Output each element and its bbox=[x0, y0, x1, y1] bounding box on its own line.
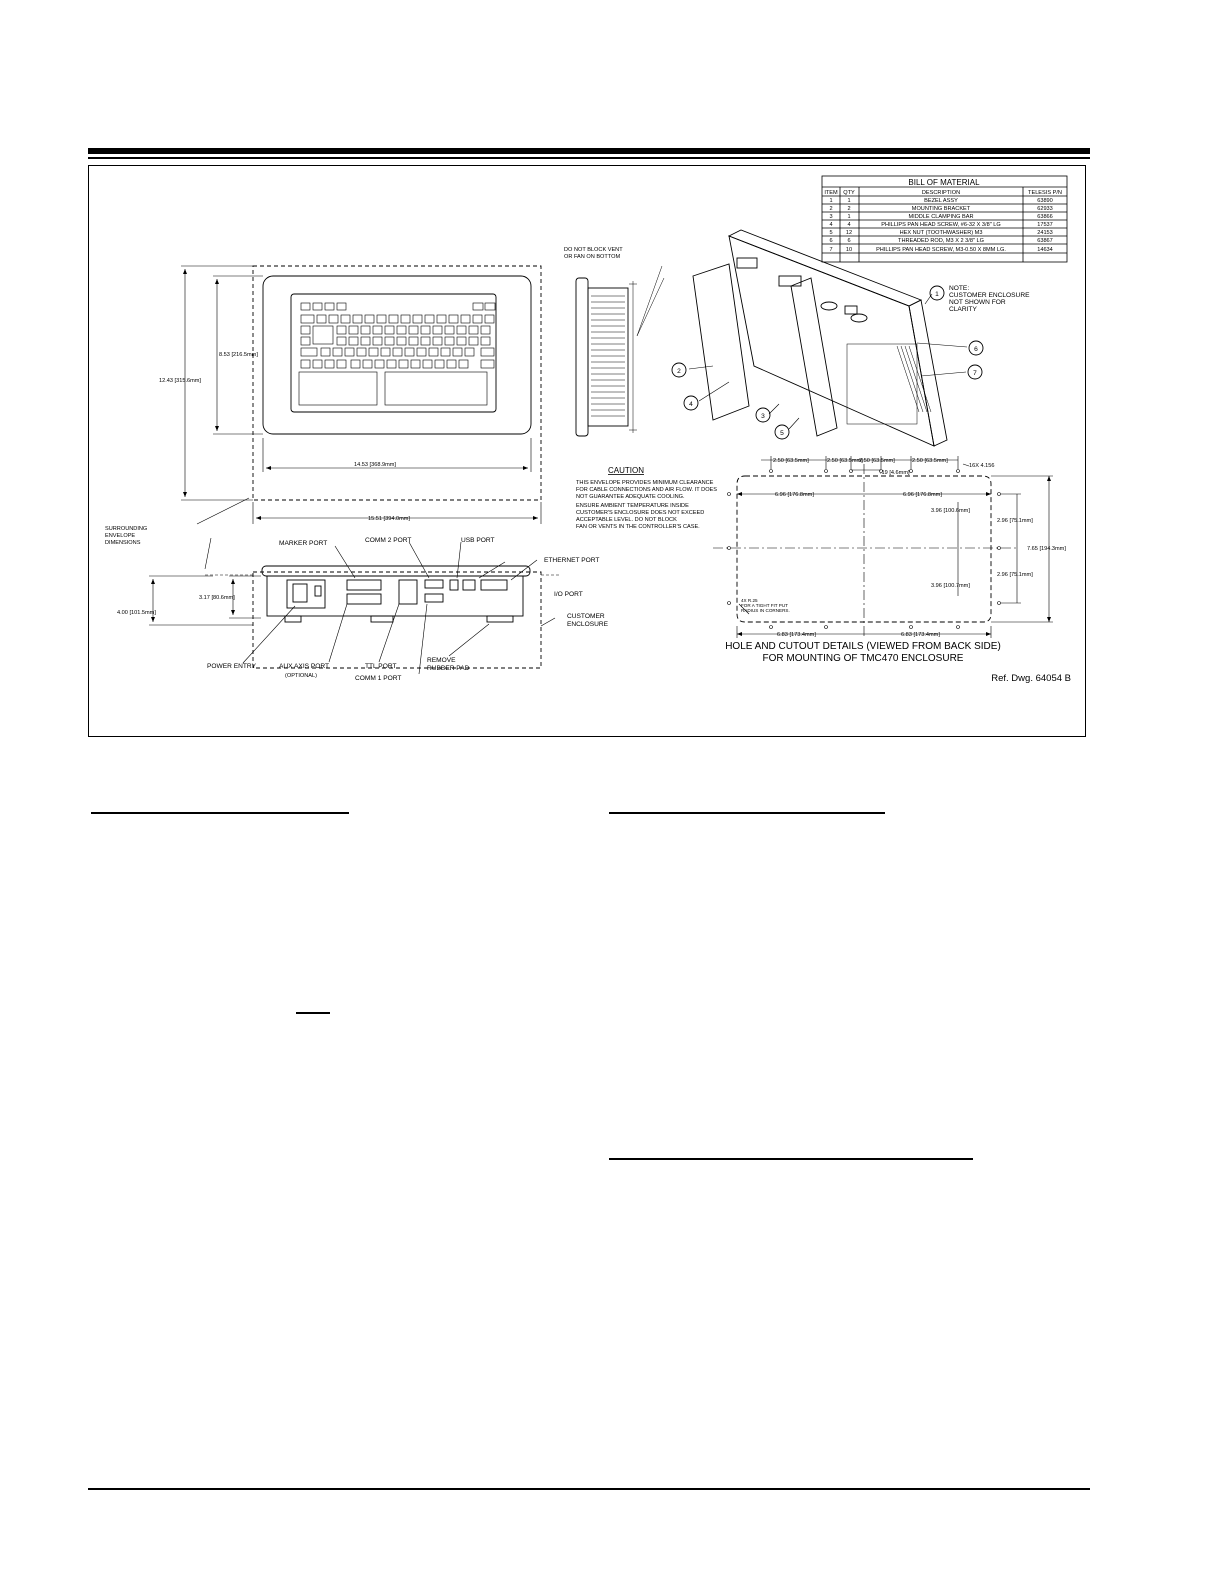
bom-text bbox=[824, 178, 1062, 253]
comm2-port-label: COMM 2 PORT bbox=[365, 537, 412, 544]
callout-7: 7 bbox=[973, 370, 977, 377]
bom-row-description: THREADED ROD, M3 X 2 3/8" LG bbox=[898, 238, 984, 244]
callout-4: 4 bbox=[689, 401, 693, 408]
bom-row-item: 7 bbox=[829, 247, 833, 253]
cutout-top-dim-2: 2.50 [63.5mm] bbox=[827, 458, 863, 464]
bom-row-description: MIDDLE CLAMPING BAR bbox=[908, 214, 974, 220]
bom-row-item: 6 bbox=[829, 238, 833, 244]
cutout-top-dim-3: 2.50 [63.5mm] bbox=[859, 458, 895, 464]
bom-row-item: 3 bbox=[829, 214, 833, 220]
bom-row-qty: 1 bbox=[847, 214, 851, 220]
callout-5: 5 bbox=[780, 430, 784, 437]
cutout-title-line-2: FOR MOUNTING OF TMC470 ENCLOSURE bbox=[762, 653, 964, 664]
isometric-labels bbox=[677, 285, 1031, 437]
caution-title: CAUTION bbox=[608, 466, 644, 475]
bom-row-description: BEZEL ASSY bbox=[924, 198, 958, 204]
bottom-port-view bbox=[149, 542, 559, 674]
bom-header-pn: TELESIS P/N bbox=[1028, 190, 1062, 196]
iso-note-line-2: CUSTOMER ENCLOSURE bbox=[949, 292, 1030, 299]
aux-axis-optional: (OPTIONAL) bbox=[285, 673, 318, 679]
header-rule-thick bbox=[88, 148, 1090, 154]
bom-header-item: ITEM bbox=[824, 190, 838, 196]
reference-drawing-number: Ref. Dwg. 64054 B bbox=[991, 673, 1071, 684]
corner-note-line-2: FOR A TIGHT FIT PUT bbox=[741, 603, 788, 608]
cutout-small-dim: .19 [4.6mm] bbox=[880, 470, 910, 476]
front-width-outer: 15.51 [394.0mm] bbox=[368, 516, 410, 522]
ethernet-port-label: ETHERNET PORT bbox=[544, 557, 600, 564]
drawing-frame bbox=[88, 165, 1086, 737]
cutout-top-dim-1: 2.50 [63.5mm] bbox=[773, 458, 809, 464]
bom-row-qty: 10 bbox=[845, 247, 853, 253]
cutout-labels bbox=[725, 458, 1066, 664]
caution-line-1: THIS ENVELOPE PROVIDES MINIMUM CLEARANCE bbox=[576, 480, 714, 486]
cutout-bottom-right: 6.83 [173.4mm] bbox=[901, 632, 940, 638]
bom-row-description: HEX NUT (TOOTHWASHER) M3 bbox=[899, 230, 983, 236]
front-width-inner: 14.53 [368.9mm] bbox=[354, 462, 396, 468]
cutout-hole-note: 16X 4.156 bbox=[969, 463, 995, 469]
vent-note-line-1: DO NOT BLOCK VENT bbox=[564, 247, 623, 253]
caution-line-6: ACCEPTABLE LEVEL. DO NOT BLOCK bbox=[576, 517, 677, 523]
caution-line-4: ENSURE AMBIENT TEMPERATURE INSIDE bbox=[576, 503, 689, 509]
bom-title: BILL OF MATERIAL bbox=[908, 178, 980, 187]
callout-6: 6 bbox=[974, 346, 978, 353]
iso-note bbox=[949, 285, 1031, 313]
bom-row-description: MOUNTING BRACKET bbox=[911, 206, 971, 212]
bom-row-pn: 63866 bbox=[1037, 214, 1053, 220]
surrounding-envelope-label bbox=[105, 526, 149, 546]
ttl-port-label: TTL PORT bbox=[365, 663, 397, 670]
iso-note-line-4: CLARITY bbox=[949, 306, 977, 313]
bom-row-pn: 24153 bbox=[1037, 230, 1053, 236]
bom-row-pn: 62933 bbox=[1037, 206, 1053, 212]
front-view-labels bbox=[105, 352, 410, 546]
power-entry-label: POWER ENTRY bbox=[207, 663, 256, 670]
bom-header-qty: QTY bbox=[843, 190, 855, 196]
bom-row-item: 1 bbox=[829, 198, 833, 204]
caution-line-7: FAN OR VENTS IN THE CONTROLLER'S CASE. bbox=[576, 524, 700, 530]
bom-row-item: 5 bbox=[829, 230, 833, 236]
bom-row-pn: 14634 bbox=[1037, 247, 1053, 253]
bottom-total-height: 4.00 [101.5mm] bbox=[117, 610, 156, 616]
bom-row-pn: 63867 bbox=[1037, 238, 1053, 244]
front-view bbox=[181, 266, 541, 569]
inline-underline bbox=[296, 1012, 330, 1014]
section-heading-rule-right-2 bbox=[609, 1158, 973, 1160]
front-height-outer: 12.43 [315.6mm] bbox=[159, 378, 201, 384]
cutout-left-half: 6.96 [176.8mm] bbox=[775, 492, 814, 498]
usb-port-label: USB PORT bbox=[461, 537, 495, 544]
callout-3: 3 bbox=[761, 413, 765, 420]
remove-pad-line-1: REMOVE bbox=[427, 657, 456, 664]
technical-drawing bbox=[89, 166, 1085, 736]
cutout-bottom-left: 6.83 [173.4mm] bbox=[777, 632, 816, 638]
cutout-title-line-1: HOLE AND CUTOUT DETAILS (VIEWED FROM BACK SIDE) bbox=[725, 641, 1001, 652]
bom-row-item: 2 bbox=[829, 206, 833, 212]
bottom-body-height: 3.17 [80.6mm] bbox=[199, 595, 235, 601]
section-heading-rule-left bbox=[91, 812, 349, 814]
corner-note-line-1: 4X R.25 bbox=[741, 598, 758, 603]
caution-line-3: NOT GUARANTEE ADEQUATE COOLING. bbox=[576, 494, 685, 500]
bom-row-qty: 2 bbox=[847, 206, 851, 212]
bom-header-description: DESCRIPTION bbox=[921, 190, 961, 196]
cutout-r-upper: 2.96 [75.1mm] bbox=[997, 518, 1033, 524]
bom-row-pn: 17537 bbox=[1037, 222, 1053, 228]
front-height-inner: 8.53 [216.5mm] bbox=[219, 352, 258, 358]
side-view-labels bbox=[564, 247, 624, 260]
footer-rule bbox=[88, 1488, 1090, 1490]
bom-row-qty: 4 bbox=[847, 222, 851, 228]
bom-row-description: PHILLIPS PAN HEAD SCREW, M3-0.50 X 8MM LG. bbox=[876, 247, 1006, 253]
corner-note-line-3: RADIUS IN CORNERS. bbox=[741, 608, 790, 613]
section-heading-rule-right bbox=[609, 812, 885, 814]
side-view bbox=[576, 266, 664, 436]
bom-row-qty: 6 bbox=[847, 238, 851, 244]
io-port-label: I/O PORT bbox=[554, 591, 583, 598]
cutout-right-half: 6.96 [176.8mm] bbox=[903, 492, 942, 498]
bottom-port-labels bbox=[117, 537, 609, 682]
cutout-r-total: 7.65 [194.3mm] bbox=[1027, 546, 1066, 552]
remove-pad-label bbox=[427, 657, 470, 672]
surround-line-1: SURROUNDING bbox=[105, 526, 148, 532]
vent-note-line-2: OR FAN ON BOTTOM bbox=[564, 254, 621, 260]
cutout-v-upper: 3.96 [100.6mm] bbox=[931, 508, 970, 514]
aux-axis-port-label: AUX AXIS PORT bbox=[279, 663, 330, 670]
bom-row-description: PHILLIPS PAN HEAD SCREW, #6-32 X 3/8" LG bbox=[881, 222, 1001, 228]
caution-block bbox=[576, 466, 717, 530]
bom-row-item: 4 bbox=[829, 222, 833, 228]
surround-line-2: ENVELOPE bbox=[105, 533, 136, 539]
vent-note bbox=[564, 247, 624, 260]
caution-line-5: CUSTOMER'S ENCLOSURE DOES NOT EXCEED bbox=[576, 510, 705, 516]
callout-1: 1 bbox=[935, 291, 939, 298]
iso-note-line-1: NOTE: bbox=[949, 285, 970, 292]
cutout-top-dim-4: 2.50 [63.5mm] bbox=[912, 458, 948, 464]
bom-row-pn: 63890 bbox=[1037, 198, 1053, 204]
remove-pad-line-2: RUBBER PAD bbox=[427, 665, 470, 672]
marker-port-label: MARKER PORT bbox=[279, 540, 328, 547]
header-rule-thin bbox=[88, 157, 1090, 159]
cutout-v-lower: 3.96 [100.7mm] bbox=[931, 583, 970, 589]
surround-line-3: DIMENSIONS bbox=[105, 540, 141, 546]
customer-enclosure-line-1: CUSTOMER bbox=[567, 613, 605, 620]
iso-note-line-3: NOT SHOWN FOR bbox=[949, 299, 1006, 306]
caution-line-2: FOR CABLE CONNECTIONS AND AIR FLOW. IT DOES bbox=[576, 487, 718, 493]
cutout-r-lower: 2.96 [75.1mm] bbox=[997, 572, 1033, 578]
bom-row-qty: 12 bbox=[845, 230, 853, 236]
customer-enclosure-label bbox=[567, 613, 609, 628]
callout-2: 2 bbox=[677, 368, 681, 375]
customer-enclosure-line-2: ENCLOSURE bbox=[567, 621, 609, 628]
bom-row-qty: 1 bbox=[847, 198, 851, 204]
comm1-port-label: COMM 1 PORT bbox=[355, 675, 402, 682]
cutout-corner-note bbox=[741, 598, 790, 613]
